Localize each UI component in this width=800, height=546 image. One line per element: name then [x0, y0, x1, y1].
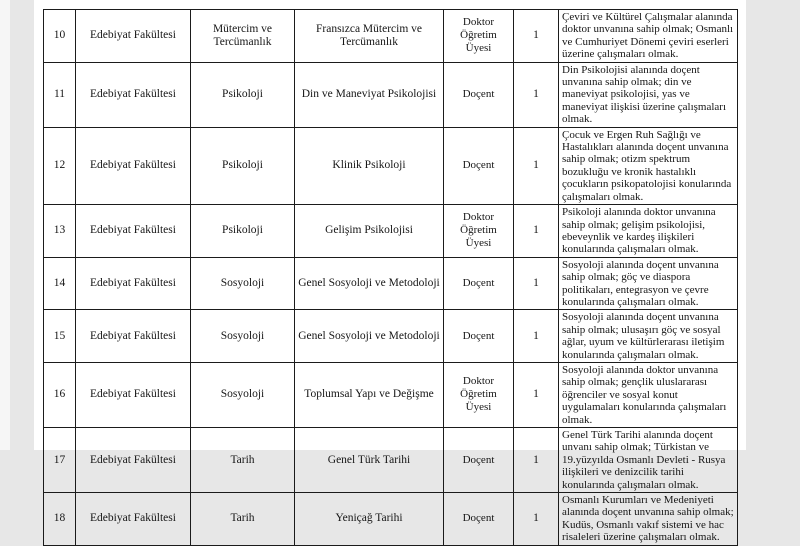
table-row — [44, 428, 738, 493]
cell-quota: 1 — [514, 493, 559, 546]
cell-description: Çeviri ve Kültürel Çalışmalar alanında doktor unvanına sahip olmak; Osmanlı ve Cumhuriyet Dönemi çeviri eserleri üzerine çalışmaları olmak. — [559, 10, 738, 63]
cell-faculty: Edebiyat Fakültesi — [76, 10, 191, 63]
cell-faculty: Edebiyat Fakültesi — [76, 205, 191, 258]
cell-quota: 1 — [514, 362, 559, 427]
cell-description: Sosyoloji alanında doçent unvanına sahip olmak; ulusaşırı göç ve sosyal ağlar, uyum ve kültürlerarası iletişim konularında çalışmaları olmak. — [559, 310, 738, 363]
cell-description: Genel Türk Tarihi alanında doçent unvanı sahip olmak; Türkistan ve 19.yüzyılda Osmanlı Devleti - Rusya ilişkileri ve denizcilik tarihi konularında çalışmaları olmak. — [559, 428, 738, 493]
cell-title: Doçent — [444, 493, 514, 546]
cell-quota: 1 — [514, 205, 559, 258]
cell-department: Psikoloji — [191, 127, 295, 204]
cell-row-no: 13 — [44, 205, 76, 258]
cell-row-no: 16 — [44, 362, 76, 427]
cell-title: Doçent — [444, 127, 514, 204]
cell-program: Genel Sosyoloji ve Metodoloji — [295, 257, 444, 310]
cell-quota: 1 — [514, 257, 559, 310]
cell-title: Doktor Öğretim Üyesi — [444, 205, 514, 258]
cell-department: Tarih — [191, 493, 295, 546]
cell-description: Osmanlı Kurumları ve Medeniyeti alanında doçent unvanına sahip olmak; Kudüs, Osmanlı vakıf sistemi ve hac risaleleri üzerine çalışmaları olmak. — [559, 493, 738, 546]
cell-quota: 1 — [514, 127, 559, 204]
cell-program: Klinik Psikoloji — [295, 127, 444, 204]
table-row — [44, 205, 738, 258]
faculty-positions-table — [43, 9, 738, 546]
cell-department: Psikoloji — [191, 205, 295, 258]
document-page — [34, 0, 746, 544]
table-body — [44, 10, 738, 546]
table-row — [44, 493, 738, 546]
cell-description: Sosyoloji alanında doçent unvanına sahip olmak; göç ve diaspora politikaları, entegrasyon ve çevre konularında çalışmaları olmak. — [559, 257, 738, 310]
cell-description: Din Psikolojisi alanında doçent unvanına sahip olmak; din ve maneviyat psikolojisi, yas ve maneviyat ilişkisi üzerine çalışmaları olmak. — [559, 62, 738, 127]
cell-department: Sosyoloji — [191, 257, 295, 310]
cell-description: Psikoloji alanında doktor unvanına sahip olmak; gelişim psikolojisi, ebeveynlik ve kardeş ilişkileri konularında çalışmaları olmak. — [559, 205, 738, 258]
cell-department: Sosyoloji — [191, 310, 295, 363]
cell-faculty: Edebiyat Fakültesi — [76, 127, 191, 204]
cell-faculty: Edebiyat Fakültesi — [76, 257, 191, 310]
cell-title: Doçent — [444, 428, 514, 493]
table-row — [44, 257, 738, 310]
cell-program: Fransızca Mütercim ve Tercümanlık — [295, 10, 444, 63]
cell-row-no: 14 — [44, 257, 76, 310]
cell-program: Genel Sosyoloji ve Metodoloji — [295, 310, 444, 363]
cell-quota: 1 — [514, 62, 559, 127]
viewer-left-margin — [0, 0, 10, 450]
table-row — [44, 362, 738, 427]
cell-faculty: Edebiyat Fakültesi — [76, 310, 191, 363]
cell-department: Psikoloji — [191, 62, 295, 127]
table-row — [44, 310, 738, 363]
cell-row-no: 10 — [44, 10, 76, 63]
cell-title: Doktor Öğretim Üyesi — [444, 10, 514, 63]
cell-row-no: 11 — [44, 62, 76, 127]
cell-program: Toplumsal Yapı ve Değişme — [295, 362, 444, 427]
cell-program: Yeniçağ Tarihi — [295, 493, 444, 546]
cell-title: Doçent — [444, 257, 514, 310]
cell-description: Sosyoloji alanında doktor unvanına sahip olmak; gençlik uluslararası öğrenciler ve sosyal konut uygulamaları konularında çalışmaları olmak. — [559, 362, 738, 427]
cell-title: Doçent — [444, 62, 514, 127]
cell-department: Mütercim ve Tercümanlık — [191, 10, 295, 63]
table-row — [44, 127, 738, 204]
cell-description: Çocuk ve Ergen Ruh Sağlığı ve Hastalıkları alanında doçent unvanına sahip olmak; otizm spektrum bozukluğu ve kronik hastalıklı çocukların psikopatolojisi konularında çalışmaları olmak. — [559, 127, 738, 204]
table-row — [44, 10, 738, 63]
cell-row-no: 18 — [44, 493, 76, 546]
cell-program: Genel Türk Tarihi — [295, 428, 444, 493]
cell-row-no: 17 — [44, 428, 76, 493]
cell-row-no: 12 — [44, 127, 76, 204]
cell-quota: 1 — [514, 428, 559, 493]
table-row — [44, 62, 738, 127]
cell-faculty: Edebiyat Fakültesi — [76, 62, 191, 127]
cell-department: Tarih — [191, 428, 295, 493]
cell-title: Doktor Öğretim Üyesi — [444, 362, 514, 427]
cell-title: Doçent — [444, 310, 514, 363]
cell-program: Gelişim Psikolojisi — [295, 205, 444, 258]
cell-faculty: Edebiyat Fakültesi — [76, 428, 191, 493]
cell-faculty: Edebiyat Fakültesi — [76, 362, 191, 427]
cell-department: Sosyoloji — [191, 362, 295, 427]
cell-faculty: Edebiyat Fakültesi — [76, 493, 191, 546]
cell-quota: 1 — [514, 10, 559, 63]
cell-quota: 1 — [514, 310, 559, 363]
cell-program: Din ve Maneviyat Psikolojisi — [295, 62, 444, 127]
cell-row-no: 15 — [44, 310, 76, 363]
